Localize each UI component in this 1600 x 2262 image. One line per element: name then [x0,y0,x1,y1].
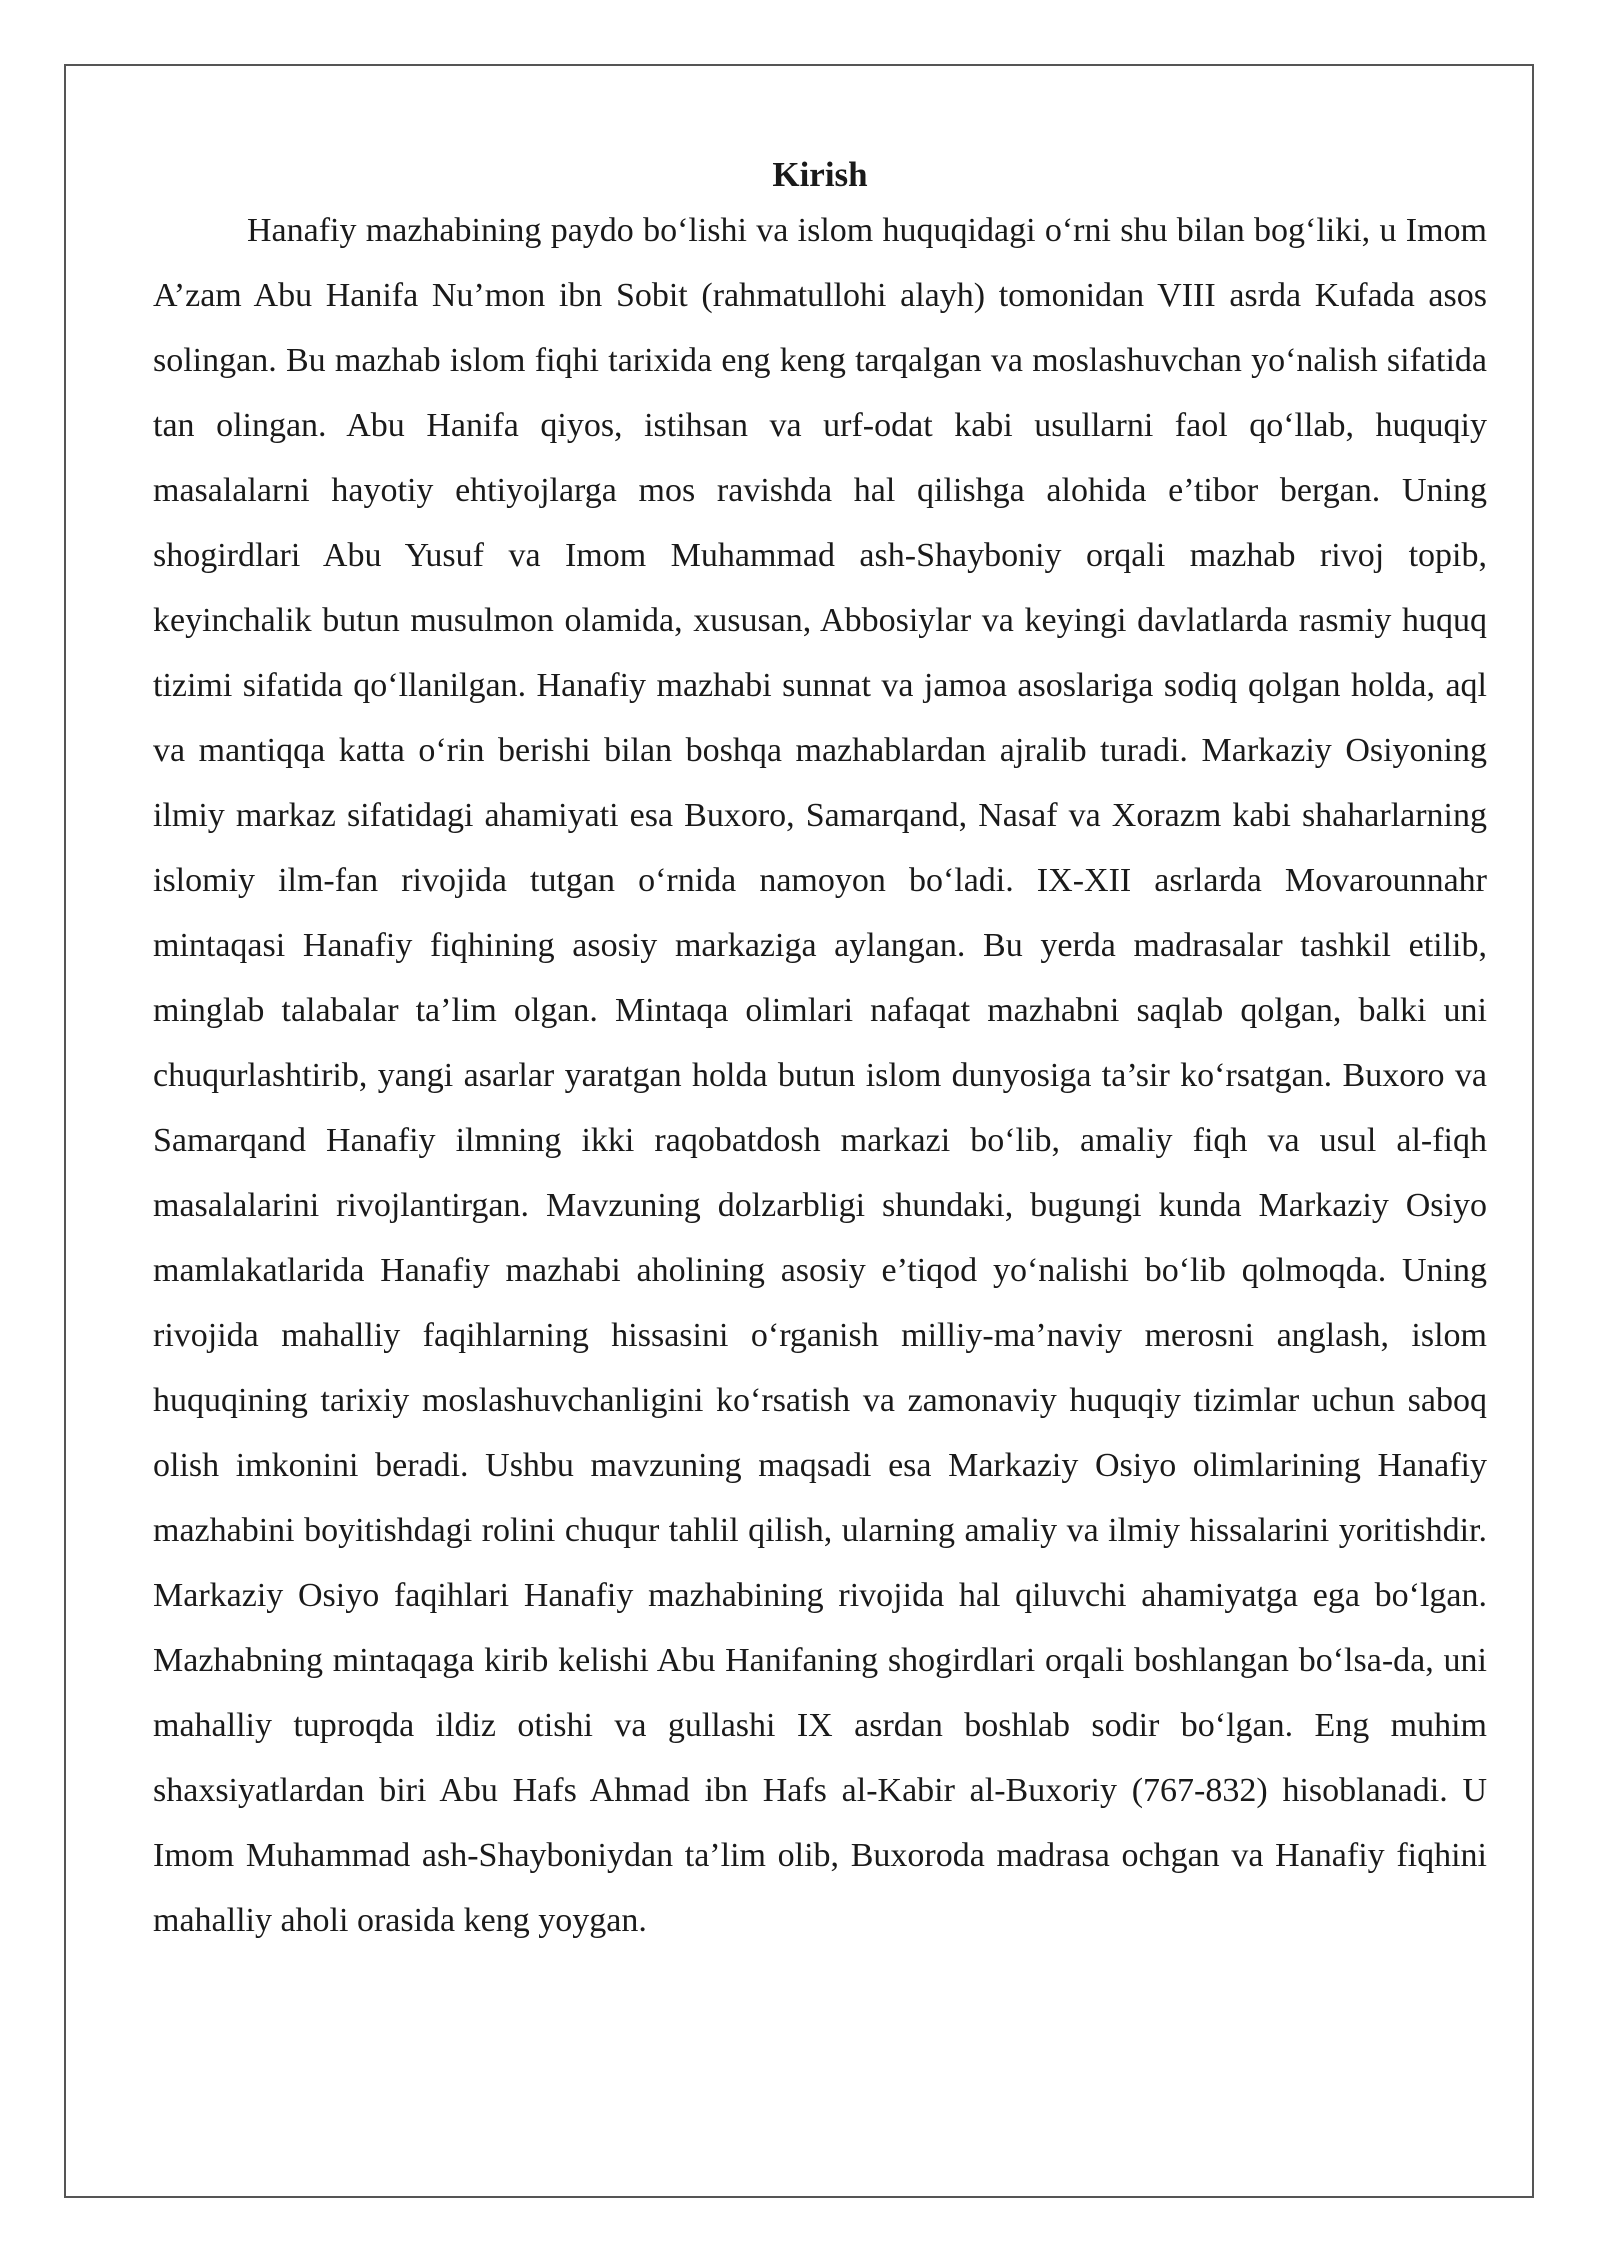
document-title: Kirish [772,155,868,194]
body-paragraph: Hanafiy mazhabining paydo boʻlishi va islom huquqidagi oʻrni shu bilan bogʻliki, u Imom A’zam Abu Hanifa Nu’mon ibn Sobit (rahmatullohi alayh) tomonidan VIII asrda Kufada asos solingan. Bu mazhab islom fiqhi tarixida eng keng tarqalgan va moslashuvchan yoʻnalish sifatida tan olingan. Abu Hanifa qiyos, istihsan va urf-odat kabi usullarni faol qoʻllab, huquqiy masalalarni hayotiy ehtiyojlarga mos ravishda hal qilishga alohida e’tibor bergan. Uning shogirdlari Abu Yusuf va Imom Muhammad ash-Shayboniy orqali mazhab rivoj topib, keyinchalik butun musulmon olamida, xususan, Abbosiylar va keyingi davlatlarda rasmiy huquq tizimi sifatida qoʻllanilgan. Hanafiy mazhabi sunnat va jamoa asoslariga sodiq qolgan holda, aql va mantiqqa katta oʻrin berishi bilan boshqa mazhablardan ajralib turadi. Markaziy Osiyoning ilmiy markaz sifatidagi ahamiyati esa Buxoro, Samarqand, Nasaf va Xorazm kabi shaharlarning islomiy ilm-fan rivojida tutgan oʻrnida namoyon boʻladi. IX-XII asrlarda Movarounnahr mintaqasi Hanafiy fiqhining asosiy markaziga aylangan. Bu yerda madrasalar tashkil etilib, minglab talabalar ta’lim olgan. Mintaqa olimlari nafaqat mazhabni saqlab qolgan, balki uni chuqurlashtirib, yangi asarlar yaratgan holda butun islom dunyosiga ta’sir koʻrsatgan. Buxoro va Samarqand Hanafiy ilmning ikki raqobatdosh markazi boʻlib, amaliy fiqh va usul al-fiqh masalalarini rivojlantirgan. Mavzuning dolzarbligi shundaki, bugungi kunda Markaziy Osiyo mamlakatlarida Hanafiy mazhabi aholining asosiy e’tiqod yoʻnalishi boʻlib qolmoqda. Uning rivojida mahalliy faqihlarning hissasini oʻrganish milliy-ma’naviy merosni anglash, islom huquqining tarixiy moslashuvchanligini koʻrsatish va zamonaviy huquqiy tizimlar uchun saboq olish imkonini beradi. Ushbu mavzuning maqsadi esa Markaziy Osiyo olimlarining Hanafiy mazhabini boyitishdagi rolini chuqur tahlil qilish, ularning amaliy va ilmiy hissalarini yoritishdir. Markaziy Osiyo faqihlari Hanafiy mazhabining rivojida hal qiluvchi ahamiyatga ega boʻlgan. Mazhabning mintaqaga kirib kelishi Abu Hanifaning shogirdlari orqali boshlangan boʻlsa-da, uni mahalliy tuproqda ildiz otishi va gullashi IX asrdan boshlab sodir boʻlgan. Eng muhim shaxsiyatlardan biri Abu Hafs Ahmad ibn Hafs al-Kabir al-Buxoriy (767-832) hisoblanadi. U Imom Muhammad ash-Shayboniydan ta’lim olib, Buxoroda madrasa ochgan va Hanafiy fiqhini mahalliy aholi orasida keng yoygan. [153,212,1487,1939]
document-body [153,150,1487,1953]
